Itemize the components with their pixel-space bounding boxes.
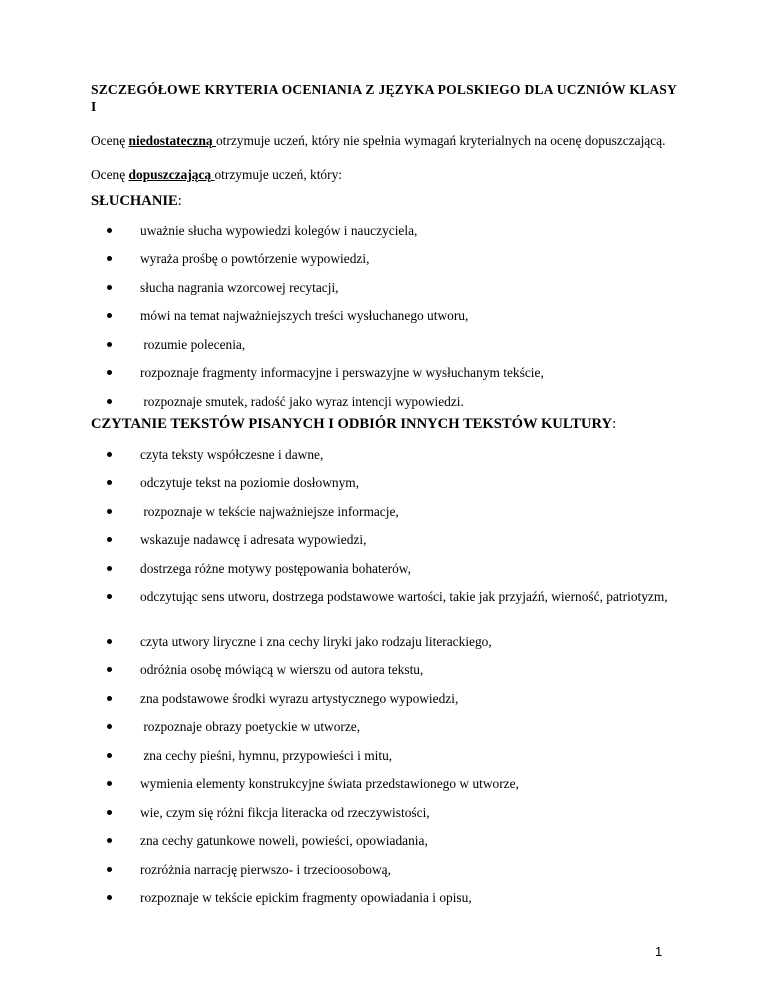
bullet-icon (107, 838, 112, 843)
list-item-text: zna cechy pieśni, hymnu, przypowieści i mitu, (140, 748, 393, 763)
bullet-icon (107, 313, 112, 318)
bullet-icon (107, 810, 112, 815)
intro-sufficient-lead: Ocenę (91, 167, 129, 182)
bullet-icon (107, 228, 112, 233)
list-item (118, 560, 678, 577)
list-item-text: wymienia elementy konstrukcyjne świata przedstawionego w utworze, (140, 776, 519, 791)
section-heading-text: SŁUCHANIE (91, 193, 178, 209)
bullet-icon (107, 594, 112, 599)
list-item (118, 531, 678, 548)
list-item-text: czyta teksty współczesne i dawne, (140, 447, 324, 462)
list-item (118, 690, 678, 707)
intro-insufficient-lead: Ocenę (91, 133, 129, 148)
bullet-icon (107, 895, 112, 900)
list-item-text: rozpoznaje w tekście najważniejsze informacje, (140, 504, 399, 519)
list-item-text: rozpoznaje w tekście epickim fragmenty opowiadania i opisu, (140, 890, 472, 905)
section-heading-colon: : (177, 193, 182, 209)
bullet-icon (107, 667, 112, 672)
bullet-icon (107, 566, 112, 571)
list-item-text: odczytuje tekst na poziomie dosłownym, (140, 475, 360, 490)
list-item (118, 393, 678, 410)
list-item-text: wyraża prośbę o powtórzenie wypowiedzi, (140, 251, 370, 266)
list-item (118, 747, 678, 764)
list-item (118, 588, 678, 605)
intro-insufficient (91, 132, 679, 149)
list-item-text: wskazuje nadawcę i adresata wypowiedzi, (140, 532, 367, 547)
list-item-text: wie, czym się różni fikcja literacka od rzeczywistości, (140, 805, 430, 820)
intro-sufficient (91, 166, 679, 183)
list-item (118, 446, 678, 463)
bullet-icon (107, 724, 112, 729)
section-heading-text: CZYTANIE TEKSTÓW PISANYCH I ODBIÓR INNYCH TEKSTÓW KULTURY (91, 416, 613, 432)
list-item (118, 718, 678, 735)
list-item (118, 503, 678, 520)
list-item-text: uważnie słucha wypowiedzi kolegów i nauczyciela, (140, 223, 418, 238)
bullet-icon (107, 509, 112, 514)
section-heading-listening (91, 193, 182, 210)
document-title: SZCZEGÓŁOWE KRYTERIA OCENIANIA Z JĘZYKA POLSKIEGO DLA UCZNIÓW KLASY I (91, 82, 677, 114)
intro-sufficient-rest: otrzymuje uczeń, który: (214, 167, 343, 182)
bullet-icon (107, 399, 112, 404)
list-item (118, 661, 678, 678)
list-item (118, 336, 678, 353)
bullet-icon (107, 696, 112, 701)
list-item-text: mówi na temat najważniejszych treści wysłuchanego utworu, (140, 308, 469, 323)
list-item (118, 279, 678, 296)
list-item (118, 804, 678, 821)
bullet-icon (107, 639, 112, 644)
list-item-text: słucha nagrania wzorcowej recytacji, (140, 280, 339, 295)
bullet-icon (107, 342, 112, 347)
bullet-icon (107, 452, 112, 457)
section-heading-reading (91, 416, 616, 433)
list-item-text: odczytując sens utworu, dostrzega podstawowe wartości, takie jak przyjaźń, wierność, patriotyzm, (140, 589, 668, 604)
grade-sufficient: dopuszczającą (128, 167, 215, 182)
list-item-text: rozpoznaje obrazy poetyckie w utworze, (140, 719, 361, 734)
bullet-icon (107, 537, 112, 542)
list-item (118, 832, 678, 849)
section-heading-colon: : (612, 416, 617, 432)
list-item-text: dostrzega różne motywy postępowania bohaterów, (140, 561, 411, 576)
grade-insufficient: niedostateczną (128, 133, 216, 148)
list-item-text: rozróżnia narrację pierwszo- i trzecioosobową, (140, 862, 391, 877)
list-item (118, 775, 678, 792)
bullet-icon (107, 285, 112, 290)
bullet-icon (107, 753, 112, 758)
list-item (118, 222, 678, 239)
list-item (118, 307, 678, 324)
list-item (118, 250, 678, 267)
list-item (118, 474, 678, 491)
page-number: 1 (655, 944, 663, 959)
list-item (118, 889, 678, 906)
intro-insufficient-rest: otrzymuje uczeń, który nie spełnia wymagań kryterialnych na ocenę dopuszczającą. (215, 133, 666, 148)
bullet-icon (107, 480, 112, 485)
list-item-text: odróżnia osobę mówiącą w wierszu od autora tekstu, (140, 662, 424, 677)
bullet-icon (107, 781, 112, 786)
list-item-text: rozumie polecenia, (140, 337, 246, 352)
bullet-icon (107, 256, 112, 261)
bullet-icon (107, 370, 112, 375)
list-item-text: zna podstawowe środki wyrazu artystycznego wypowiedzi, (140, 691, 459, 706)
list-item-text: rozpoznaje smutek, radość jako wyraz intencji wypowiedzi. (140, 394, 464, 409)
list-item (118, 861, 678, 878)
list-item-text: czyta utwory liryczne i zna cechy liryki jako rodzaju literackiego, (140, 634, 492, 649)
list-item (118, 633, 678, 650)
list-item-text: zna cechy gatunkowe noweli, powieści, opowiadania, (140, 833, 428, 848)
list-item-text: rozpoznaje fragmenty informacyjne i perswazyjne w wysłuchanym tekście, (140, 365, 544, 380)
bullet-icon (107, 867, 112, 872)
list-item (118, 364, 678, 381)
